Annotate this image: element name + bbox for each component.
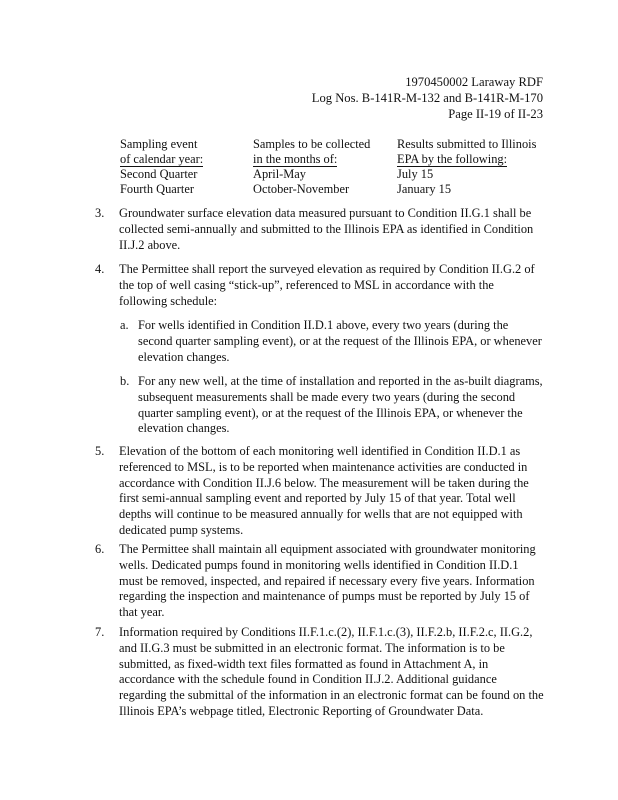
- sampling-schedule-table: [120, 137, 550, 197]
- item-text: The Permittee shall report the surveyed elevation as required by Condition II.G.2 of the top of well casing “stick-up”, referenced to MSL in accordance with the following schedule:: [119, 262, 535, 308]
- item-number: 3.: [95, 206, 105, 220]
- item-text: Elevation of the bottom of each monitoring well identified in Condition II.D.1 as referenced to MSL, is to be reported when maintenance activities are conducted in accordance with Condition II.J.6 below. The measurement will be taken during the first semi-annual sampling event and reported by July 15 of that year. Total well depths will continue to be measured annually for wells that are not equipped with dedicated pump systems.: [119, 444, 529, 537]
- table-cell: Fourth Quarter: [120, 182, 194, 196]
- table-header-cell: Sampling event: [120, 137, 198, 151]
- subitem-text: For wells identified in Condition II.D.1 above, every two years (during the second quarter sampling event), or at the request of the Illinois EPA, or whenever elevation changes.: [138, 318, 542, 364]
- table-row: [120, 167, 547, 182]
- item-number: 6.: [95, 542, 105, 556]
- table-cell: January 15: [397, 182, 452, 196]
- item-number: 7.: [95, 625, 105, 639]
- list-item: [95, 625, 545, 720]
- header-page-number: Page II-19 of II-23: [448, 107, 543, 121]
- item-number: 5.: [95, 444, 105, 458]
- item-text: The Permittee shall maintain all equipment associated with groundwater monitoring wells. Dedicated pumps found in monitoring wells identified in Condition II.D.1 must be removed, inspected, and repaired if necessary every five years. Information regarding the inspection and maintenance of pumps must be reported by July 15 of that year.: [119, 542, 536, 620]
- header-log-numbers: Log Nos. B-141R-M-132 and B-141R-M-170: [311, 91, 543, 105]
- item-text: Groundwater surface elevation data measured pursuant to Condition II.G.1 shall be collected semi-annually and submitted to the Illinois EPA as identified in Condition II.J.2 above.: [119, 206, 534, 252]
- list-item: [95, 542, 545, 621]
- table-cell: April-May: [253, 167, 306, 181]
- page-header: [312, 74, 543, 122]
- subitem-text: For any new well, at the time of installation and reported in the as-built diagrams, subsequent measurements shall be made every two years (during the second quarter sampling event), or at the request of the Illinois EPA, or whenever the elevation changes.: [138, 374, 543, 436]
- table-header-cell: of calendar year:: [120, 152, 204, 166]
- table-header-cell: Results submitted to Illinois: [397, 137, 537, 151]
- table-header-cell: EPA by the following:: [397, 152, 508, 166]
- table-header-cell: in the months of:: [253, 152, 338, 166]
- item-text: Information required by Conditions II.F.1.c.(2), II.F.1.c.(3), II.F.2.b, II.F.2.c, II.G.2, and II.G.3 must be submitted in an electronic format. The information is to be submitted, as fixed-width text files formatted as found in Attachment A, in accordance with the schedule found in Condition II.J.2. Additional guidance regarding the submittal of the information in an electronic format can be found on the Illinois EPA’s webpage titled, Electronic Reporting of Groundwater Data.: [119, 625, 544, 718]
- subitem-letter: a.: [120, 318, 129, 332]
- subitem-letter: b.: [120, 374, 130, 388]
- list-item: [95, 444, 545, 539]
- table-cell: October-November: [253, 182, 350, 196]
- list-item: [120, 374, 545, 437]
- table-row: [120, 182, 547, 197]
- table-cell: July 15: [397, 167, 434, 181]
- list-item: [95, 262, 545, 309]
- list-item: [120, 318, 545, 365]
- table-cell: Second Quarter: [120, 167, 198, 181]
- header-facility-id: 1970450002 Laraway RDF: [405, 75, 543, 89]
- list-item: [95, 206, 545, 253]
- table-header-cell: Samples to be collected: [253, 137, 371, 151]
- item-number: 4.: [95, 262, 105, 276]
